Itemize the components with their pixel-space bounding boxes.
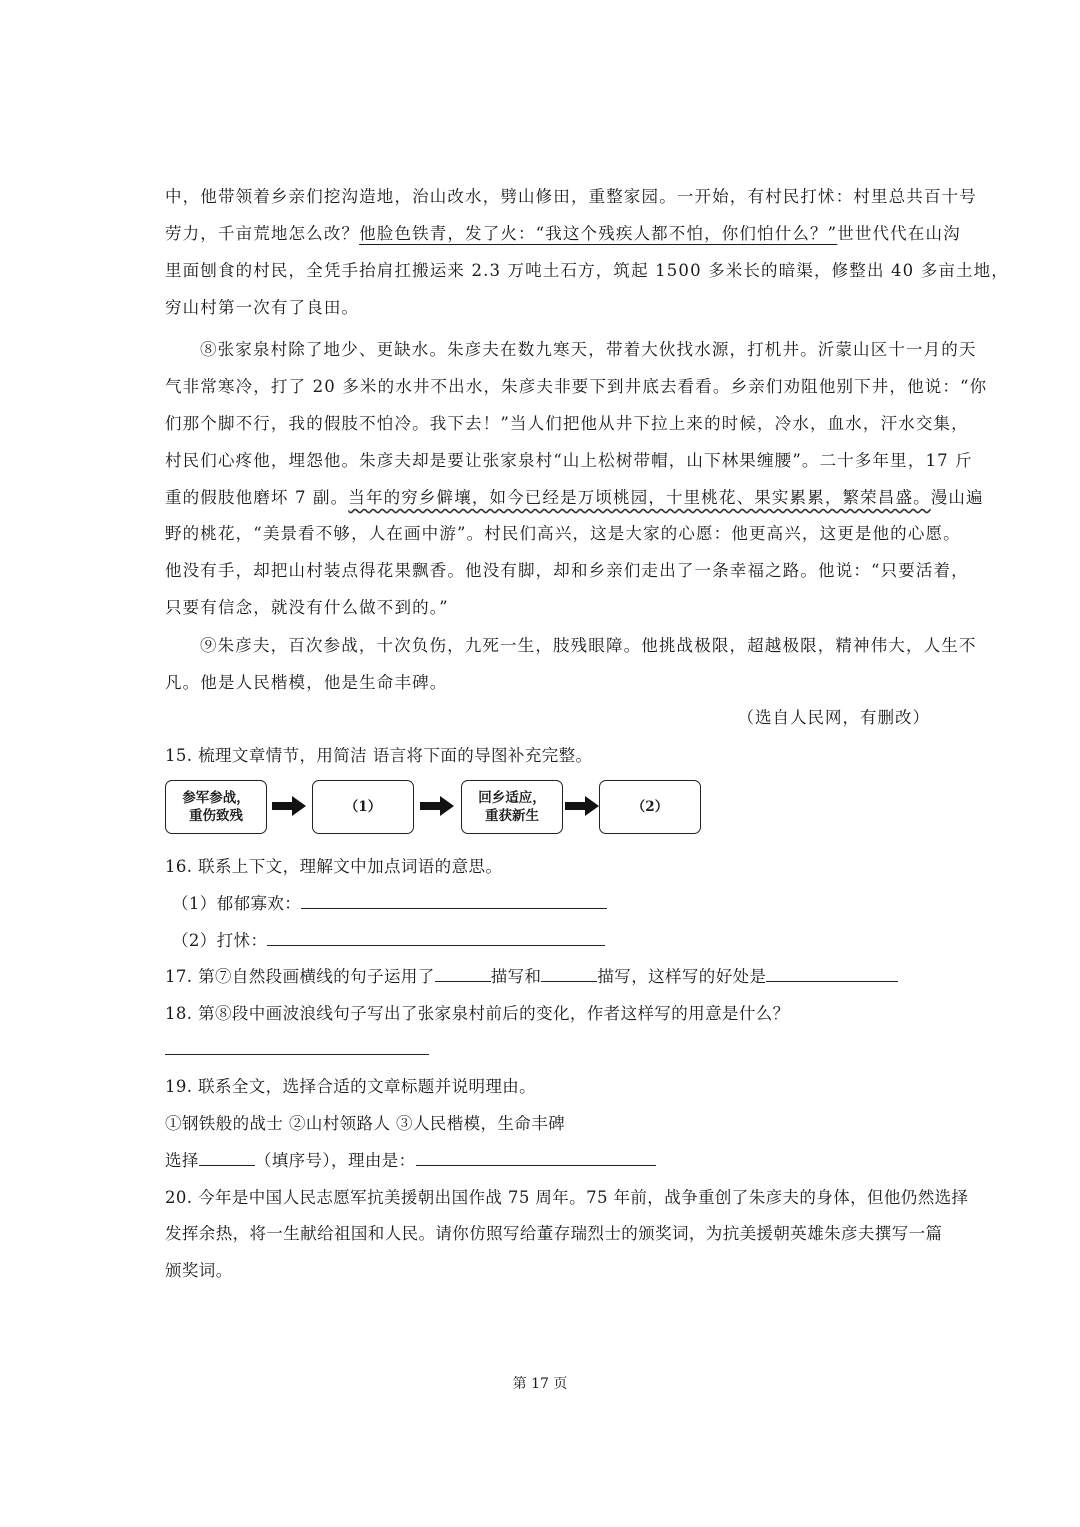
answer-line[interactable] xyxy=(165,1054,429,1055)
question-18: 18. 第⑧段中画波浪线句子写出了张家泉村前后的变化，作者这样写的用意是什么？ xyxy=(165,1004,790,1023)
flow-box-2-blank[interactable]: （1） xyxy=(312,780,414,834)
question-19: 19. 联系全文，选择合适的文章标题并说明理由。 xyxy=(165,1077,537,1096)
question-19-options: ①钢铁般的战士 ②山村领路人 ③人民楷模，生命丰碑 xyxy=(165,1114,565,1133)
paragraph-8-line: 他没有手，却把山村装点得花果飘香。他没有脚，却和乡亲们走出了一条幸福之路。他说：“只要活着， xyxy=(165,561,969,580)
question-16-1: （1）郁郁寡欢： xyxy=(172,890,607,914)
answer-blank[interactable] xyxy=(435,967,491,982)
paragraph-8-line: 野的桃花，“美景看不够，人在画中游”。村民们高兴，这是大家的心愿：他更高兴，这更是他的心愿。 xyxy=(165,524,961,543)
answer-blank[interactable] xyxy=(541,967,597,982)
question-17: 17. 第⑦自然段画横线的句子运用了 描写和 描写，这样写的好处是 xyxy=(165,963,898,987)
passage-line: 里面刨食的村民，全凭手抬肩扛搬运来 2.3 万吨土石方，筑起 1500 多米长的暗渠，修整出 40 多亩土地， xyxy=(165,261,1009,280)
flow-arrow-icon xyxy=(272,796,306,816)
answer-blank[interactable] xyxy=(301,894,607,909)
source-note: （选自人民网，有删改） xyxy=(737,708,930,727)
paragraph-8-line: 重的假肢他磨坏 7 副。当年的穷乡僻壤，如今已经是万顷桃园，十里桃花、果实累累，繁荣昌盛。漫山遍 xyxy=(165,488,984,507)
question-15: 15. 梳理文章情节，用简洁 语言将下面的导图补充完整。 xyxy=(165,746,593,765)
paragraph-8-line: 只要有信念，就没有什么做不到的。” xyxy=(165,598,449,617)
answer-blank[interactable] xyxy=(766,967,898,982)
page-number: 第 17 页 xyxy=(512,1376,568,1392)
answer-blank[interactable] xyxy=(199,1151,255,1166)
flow-arrow-icon xyxy=(565,796,599,816)
passage-line: 穷山村第一次有了良田。 xyxy=(165,298,360,317)
question-20-line-1: 20. 今年是中国人民志愿军抗美援朝出国作战 75 周年。75 年前，战争重创了朱彦夫的身体，但他仍然选择 xyxy=(165,1188,969,1207)
answer-blank[interactable] xyxy=(416,1151,656,1166)
flow-arrow-icon xyxy=(420,796,454,816)
underlined-sentence: 他脸色铁青，发了火：“我这个残疾人都不怕，你们怕什么？” xyxy=(359,224,838,243)
question-20-line-2: 发挥余热，将一生献给祖国和人民。请你仿照写给董存瑞烈士的颁奖词，为抗美援朝英雄朱彦夫撰写一篇 xyxy=(165,1224,943,1243)
question-20-line-3: 颁奖词。 xyxy=(165,1261,233,1280)
wavy-underlined-sentence: 当年的穷乡僻壤，如今已经是万顷桃园，十里桃花、果实累累，繁荣昌盛。 xyxy=(348,488,931,507)
answer-blank[interactable] xyxy=(267,931,605,946)
paragraph-8-line: 气非常寒冷，打了 20 多米的水井不出水，朱彦夫非要下到井底去看看。乡亲们劝阻他别下井，他说：“你 xyxy=(165,377,988,396)
flow-box-1: 参军参战， 重伤致残 xyxy=(165,780,267,834)
paragraph-9-line: ⑨朱彦夫，百次参战，十次负伤，九死一生，肢残眼障。他挑战极限，超越极限，精神伟大，人生不 xyxy=(200,636,977,655)
paragraph-8-line: 村民们心疼他，埋怨他。朱彦夫却是要让张家泉村“山上松树带帽，山下林果缠腰”。二十多年里，17 斤 xyxy=(165,451,973,470)
question-16-2: （2）打怵： xyxy=(172,927,605,951)
question-16: 16. 联系上下文，理解文中加点词语的意思。 xyxy=(165,857,503,876)
paragraph-8-line: 们那个脚不行，我的假肢不怕冷。我下去！”当人们把他从井下拉上来的时候，冷水，血水，汗水交集， xyxy=(165,414,969,433)
paragraph-9-line: 凡。他是人民楷模，他是生命丰碑。 xyxy=(165,673,448,692)
plot-flowchart xyxy=(165,780,705,836)
question-19-answer: 选择 （填序号），理由是： xyxy=(165,1147,656,1171)
flow-box-3: 回乡适应， 重获新生 xyxy=(461,780,563,834)
flow-box-4-blank[interactable]: （2） xyxy=(599,780,701,834)
passage-line: 中，他带领着乡亲们挖沟造地，治山改水，劈山修田，重整家园。一开始，有村民打怵：村里总共百十号 xyxy=(165,187,977,206)
passage-line: 劳力，千亩荒地怎么改？他脸色铁青，发了火：“我这个残疾人都不怕，你们怕什么？”世世代代在山沟 xyxy=(165,224,961,243)
paragraph-8-line: ⑧张家泉村除了地少、更缺水。朱彦夫在数九寒天，带着大伙找水源，打机井。沂蒙山区十一月的天 xyxy=(200,340,977,359)
